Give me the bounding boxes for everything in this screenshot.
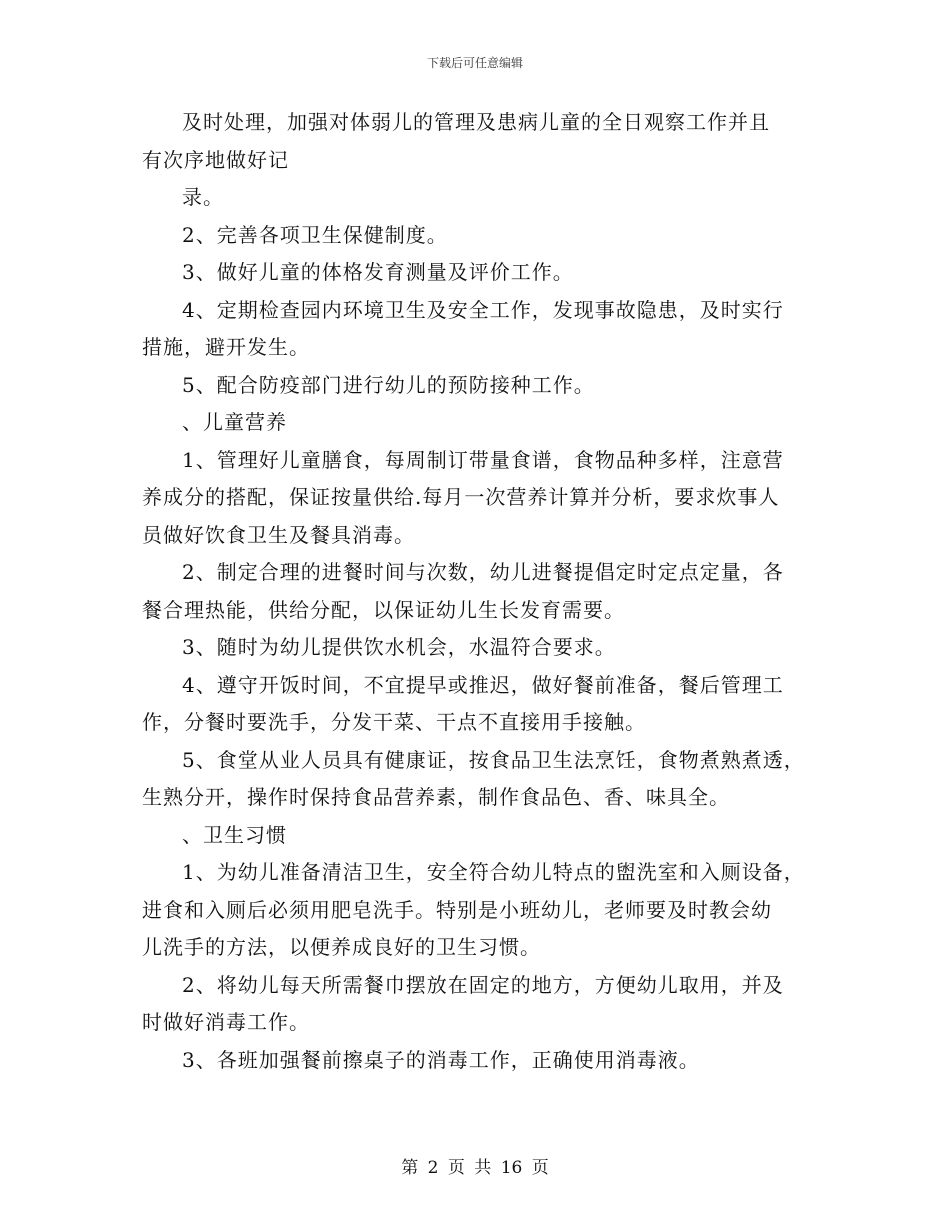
paragraph <box>142 179 822 217</box>
paragraph <box>142 817 822 855</box>
paragraph <box>142 967 822 1042</box>
paragraph-line: 3、随时为幼儿提供饮水机会，水温符合要求。 <box>182 635 616 659</box>
paragraph-line: 养成分的搭配，保证按量供给.每月一次营养计算并分析，要求炊事人 <box>142 485 780 509</box>
paragraph-line: 、卫生习惯 <box>182 822 287 847</box>
paragraph-line: 餐合理热能，供给分配，以保证幼儿生长发育需要。 <box>142 597 625 622</box>
paragraph <box>142 667 822 742</box>
paragraph-line: 儿洗手的方法，以便养成良好的卫生习惯。 <box>142 935 541 959</box>
paragraph-line: 作，分餐时要洗手，分发干菜、干点不直接用手接触。 <box>142 710 646 734</box>
paragraph-line: 1、管理好儿童膳食，每周制订带量食谱，食物品种多样，注意营 <box>182 447 784 472</box>
paragraph <box>142 554 822 629</box>
paragraph-line: 员做好饮食卫生及餐具消毒。 <box>142 522 415 547</box>
paragraph <box>142 404 822 442</box>
paragraph <box>142 254 822 292</box>
paragraph-line: 3、做好儿童的体格发育测量及评价工作。 <box>182 260 574 284</box>
page-number-footer: 第 2 页 共 16 页 <box>401 1158 549 1178</box>
paragraph-line: 2、将幼儿每天所需餐巾摆放在固定的地方，方便幼儿取用，并及 <box>182 972 784 997</box>
paragraph-line: 措施，避开发生。 <box>142 335 310 359</box>
document-body <box>142 104 822 1079</box>
paragraph-line: 时做好消毒工作。 <box>142 1010 310 1034</box>
paragraph-line: 3、各班加强餐前擦桌子的消毒工作，正确使用消毒液。 <box>182 1047 700 1072</box>
paragraph <box>142 367 822 405</box>
paragraph-line: 、儿童营养 <box>182 410 287 434</box>
paragraph <box>142 629 822 667</box>
paragraph-line: 录。 <box>182 185 224 209</box>
paragraph-line: 5、食堂从业人员具有健康证，按食品卫生法烹饪，食物煮熟煮透， <box>182 747 805 772</box>
paragraph <box>142 1042 822 1080</box>
paragraph <box>142 217 822 255</box>
paragraph-line: 2、制定合理的进餐时间与次数，幼儿进餐提倡定时定点定量，各 <box>182 560 784 584</box>
paragraph <box>142 292 822 367</box>
paragraph-line: 2、完善各项卫生保健制度。 <box>182 222 448 247</box>
paragraph-line: 4、遵守开饭时间，不宜提早或推迟，做好餐前准备，餐后管理工 <box>182 672 784 697</box>
paragraph <box>142 104 822 179</box>
page-header-note: 下载后可任意编辑 <box>426 56 523 70</box>
paragraph-line: 1、为幼儿准备清洁卫生，安全符合幼儿特点的盥洗室和入厕设备， <box>182 860 805 884</box>
paragraph <box>142 742 822 817</box>
paragraph-line: 进食和入厕后必须用肥皂洗手。特别是小班幼儿，老师要及时教会幼 <box>142 897 772 922</box>
paragraph <box>142 442 822 555</box>
paragraph-line: 生熟分开，操作时保持食品营养素，制作食品色、香、味具全。 <box>142 785 730 809</box>
paragraph-line: 及时处理，加强对体弱儿的管理及患病儿童的全日观察工作并且 <box>182 110 770 134</box>
paragraph <box>142 854 822 967</box>
paragraph-line: 5、配合防疫部门进行幼儿的预防接种工作。 <box>182 372 595 397</box>
paragraph-line: 有次序地做好记 <box>142 147 289 172</box>
paragraph-line: 4、定期检查园内环境卫生及安全工作，发现事故隐患，及时实行 <box>182 297 784 322</box>
